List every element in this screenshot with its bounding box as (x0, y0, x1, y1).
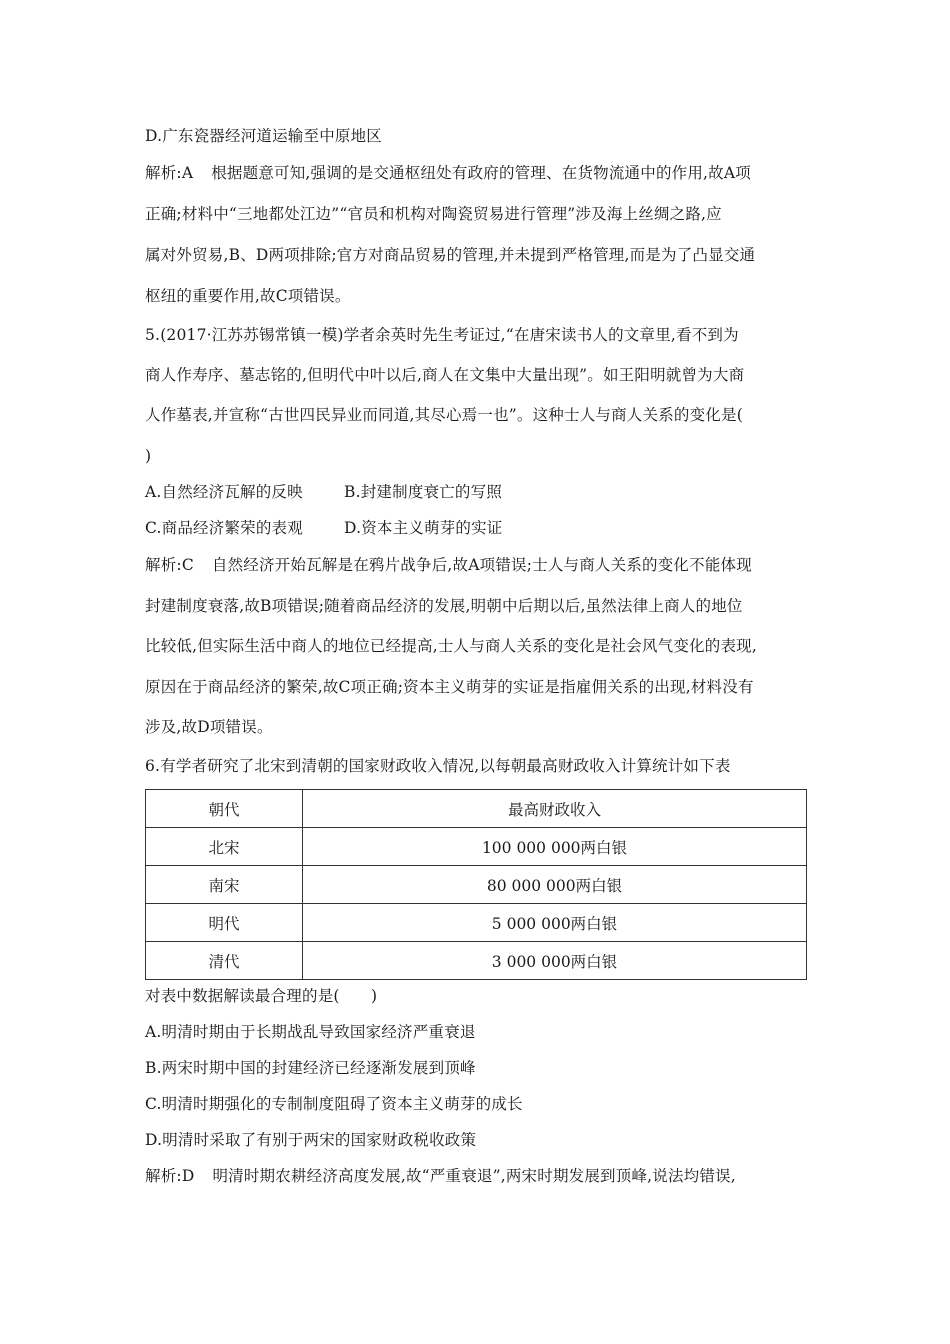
q5-option-c[interactable]: C.商品经济繁荣的表观 (145, 519, 303, 537)
table-row (146, 904, 807, 942)
q5-analysis-text-1: 自然经济开始瓦解是在鸦片战争后,故A项错误;士人与商人关系的变化不能体现 (211, 556, 752, 574)
q6-option-a[interactable]: A.明清时期由于长期战乱导致国家经济严重衰退 (145, 1023, 476, 1041)
table-cell-dynasty: 北宋 (146, 828, 303, 866)
table-cell-dynasty: 南宋 (146, 866, 303, 904)
q5-options-row-2 (145, 518, 810, 538)
table-cell-dynasty: 明代 (146, 904, 303, 942)
table-cell-dynasty: 清代 (146, 942, 303, 980)
q6-question: 对表中数据解读最合理的是( ) (145, 987, 378, 1005)
q5-stem-line-1: 5.(2017·江苏苏锡常镇一模)学者余英时先生考证过,“在唐宋读书人的文章里,看不到为 (145, 326, 739, 344)
q4-analysis-line-3: 属对外贸易,B、D两项排除;官方对商品贸易的管理,并未提到严格管理,而是为了凸显交通 (145, 246, 756, 264)
table-cell-revenue: 5 000 000两白银 (303, 904, 807, 942)
q6-analysis-text: 明清时期农耕经济高度发展,故“严重衰退”,两宋时期发展到顶峰,说法均错误, (212, 1167, 736, 1185)
table-cell-revenue: 3 000 000两白银 (303, 942, 807, 980)
q6-option-d[interactable]: D.明清时采取了有别于两宋的国家财政税收政策 (145, 1131, 477, 1149)
revenue-table (145, 789, 807, 980)
table-row (146, 866, 807, 904)
q4-option-d: D.广东瓷器经河道运输至中原地区 (145, 127, 383, 145)
q6-stem: 6.有学者研究了北宋到清朝的国家财政收入情况,以每朝最高财政收入计算统计如下表 (145, 757, 731, 775)
table-row (146, 828, 807, 866)
q5-option-b[interactable]: B.封建制度衰亡的写照 (344, 483, 503, 501)
table-row (146, 942, 807, 980)
q4-analysis-line-1 (145, 163, 810, 183)
q4-analysis-line-2: 正确;材料中“三地都处江边”“官员和机构对陶瓷贸易进行管理”涉及海上丝绸之路,应 (145, 205, 722, 223)
q5-option-a[interactable]: A.自然经济瓦解的反映 (145, 483, 303, 501)
q5-analysis-line-3: 比较低,但实际生活中商人的地位已经提高,士人与商人关系的变化是社会风气变化的表现, (145, 637, 757, 655)
q6-option-c[interactable]: C.明清时期强化的专制制度阻碍了资本主义萌芽的成长 (145, 1095, 523, 1113)
q5-analysis-line-5: 涉及,故D项错误。 (145, 718, 273, 736)
q6-analysis-line-1 (145, 1166, 810, 1186)
q5-analysis-line-2: 封建制度衰落,故B项错误;随着商品经济的发展,明朝中后期以后,虽然法律上商人的地位 (145, 597, 743, 615)
q5-stem-line-4: ) (145, 447, 152, 465)
q4-analysis-text-1: 根据题意可知,强调的是交通枢纽处有政府的管理、在货物流通中的作用,故A项 (211, 164, 751, 182)
q5-option-d[interactable]: D.资本主义萌芽的实证 (344, 519, 503, 537)
q5-analysis-line-1 (145, 555, 810, 575)
q5-analysis-label: 解析:C (145, 556, 194, 574)
table-cell-revenue: 80 000 000两白银 (303, 866, 807, 904)
q5-options-row-1 (145, 482, 810, 502)
q5-stem-line-3: 人作墓表,并宣称“古世四民异业而同道,其尽心焉一也”。这种士人与商人关系的变化是( (145, 406, 743, 424)
q4-analysis-label: 解析:A (145, 164, 194, 182)
q5-stem-line-2: 商人作寿序、墓志铭的,但明代中叶以后,商人在文集中大量出现”。如王阳明就曾为大商 (145, 366, 745, 384)
q6-option-b[interactable]: B.两宋时期中国的封建经济已经逐渐发展到顶峰 (145, 1059, 476, 1077)
table-header-revenue: 最高财政收入 (303, 790, 807, 828)
q4-analysis-line-4: 枢纽的重要作用,故C项错误。 (145, 287, 351, 305)
table-cell-revenue: 100 000 000两白银 (303, 828, 807, 866)
q5-analysis-line-4: 原因在于商品经济的繁荣,故C项正确;资本主义萌芽的实证是指雇佣关系的出现,材料没有 (145, 678, 754, 696)
table-header-row (146, 790, 807, 828)
table-header-dynasty: 朝代 (146, 790, 303, 828)
q6-analysis-label: 解析:D (145, 1167, 195, 1185)
